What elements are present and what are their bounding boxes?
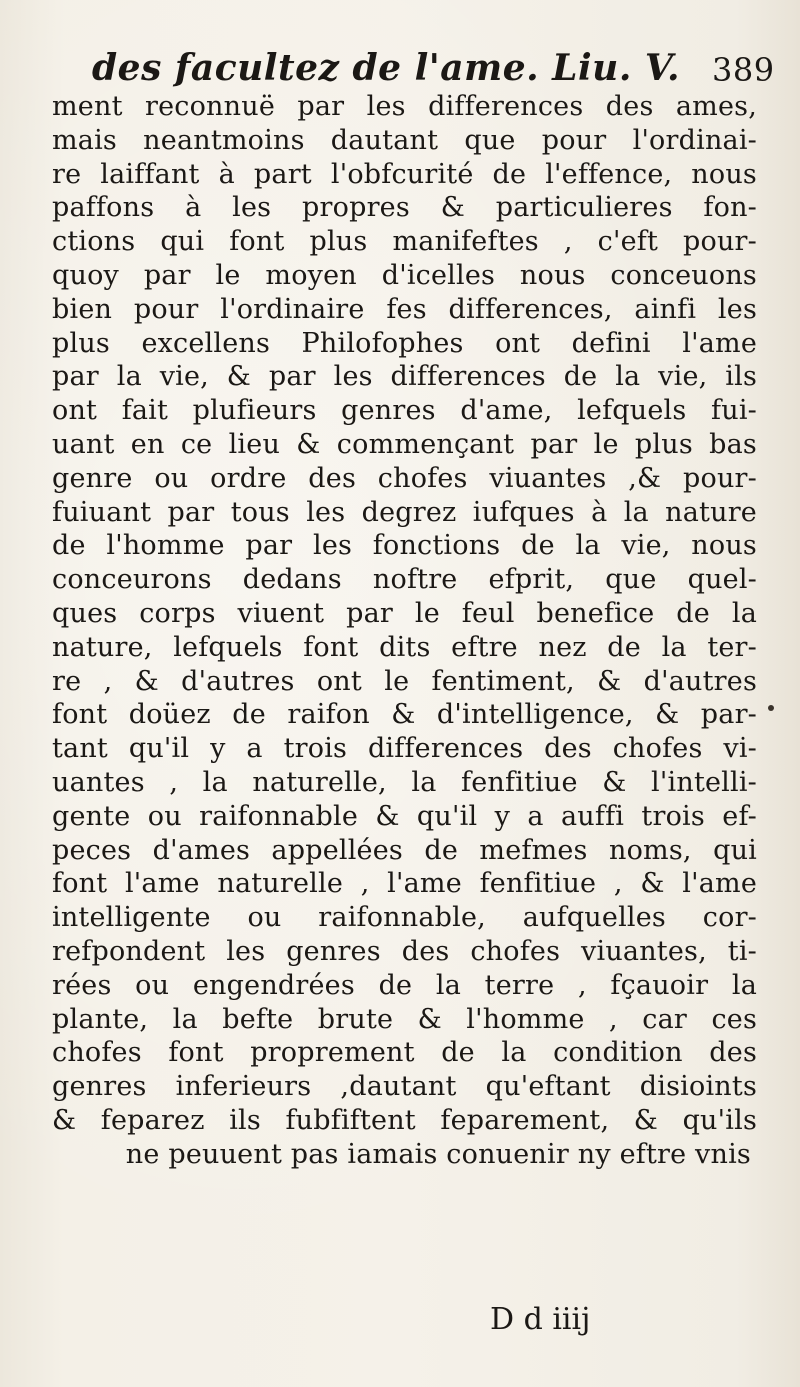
text-line: ques corps viuent par le feul benefice de la: [52, 597, 757, 629]
text-line: paffons à les propres & particulieres fon-: [52, 192, 757, 224]
text-line: peces d'ames appellées de mefmes noms, qui: [52, 834, 757, 866]
running-head: [92, 40, 775, 96]
text-line: font doüez de raifon & d'intelligence, & par-: [52, 699, 757, 731]
text-line: plus excellens Philofophes ont defini l'ame: [52, 327, 757, 359]
text-line: refpondent les genres des chofes viuantes, ti-: [52, 935, 757, 967]
text-line: ont fait plufieurs genres d'ame, lefquels fui-: [52, 395, 757, 427]
text-line: conceurons dedans noftre efprit, que quel-: [52, 564, 757, 596]
text-line: ne peuuent pas iamais conuenir ny eftre vnis: [125, 1138, 751, 1170]
text-line: font l'ame naturelle , l'ame fenfitiue , & l'ame: [52, 868, 757, 900]
text-line: rées ou engendrées de la terre , fçauoir la: [52, 969, 757, 1001]
text-line: genre ou ordre des chofes viuantes ,& pour-: [52, 462, 757, 494]
text-line: gente ou raifonnable & qu'il y a auffi trois ef-: [52, 800, 757, 832]
body-text: [52, 90, 757, 1172]
signature-mark: D d iiij: [490, 1302, 591, 1337]
text-line: quoy par le moyen d'icelles nous conceuons: [52, 259, 757, 291]
text-line: & feparez ils fubfiftent feparement, & qu'ils: [52, 1104, 757, 1136]
text-line: genres inferieurs ,dautant qu'eftant disioints: [52, 1071, 757, 1103]
text-line: par la vie, & par les differences de la vie, ils: [52, 361, 757, 393]
running-title: des facultez de l'ame. Liu. V.: [92, 47, 681, 89]
page-number: 389: [712, 51, 775, 89]
text-line: uant en ce lieu & commençant par le plus bas: [52, 428, 757, 460]
text-line: de l'homme par les fonctions de la vie, nous: [52, 530, 757, 562]
text-line: tant qu'il y a trois differences des chofes vi-: [52, 733, 757, 765]
text-line: ment reconnuë par les differences des ames,: [52, 91, 757, 122]
ink-spot: [768, 705, 774, 711]
text-line: fuiuant par tous les degrez iufques à la nature: [52, 496, 757, 528]
text-line: re laiffant à part l'obfcurité de l'effence, nous: [52, 158, 757, 190]
text-line: intelligente ou raifonnable, aufquelles cor-: [52, 902, 757, 934]
text-line: ctions qui font plus manifeftes , c'eft pour-: [52, 226, 757, 258]
text-line: plante, la befte brute & l'homme , car ces: [52, 1003, 757, 1035]
text-line: nature, lefquels font dits eftre nez de la ter-: [52, 631, 757, 663]
text-line: uantes , la naturelle, la fenfitiue & l'intelli-: [52, 766, 757, 798]
text-line: mais neantmoins dautant que pour l'ordinai-: [52, 124, 757, 156]
text-line: bien pour l'ordinaire fes differences, ainfi les: [52, 293, 757, 325]
text-line: chofes font proprement de la condition des: [52, 1037, 757, 1069]
text-line: re , & d'autres ont le fentiment, & d'autres: [52, 665, 757, 697]
